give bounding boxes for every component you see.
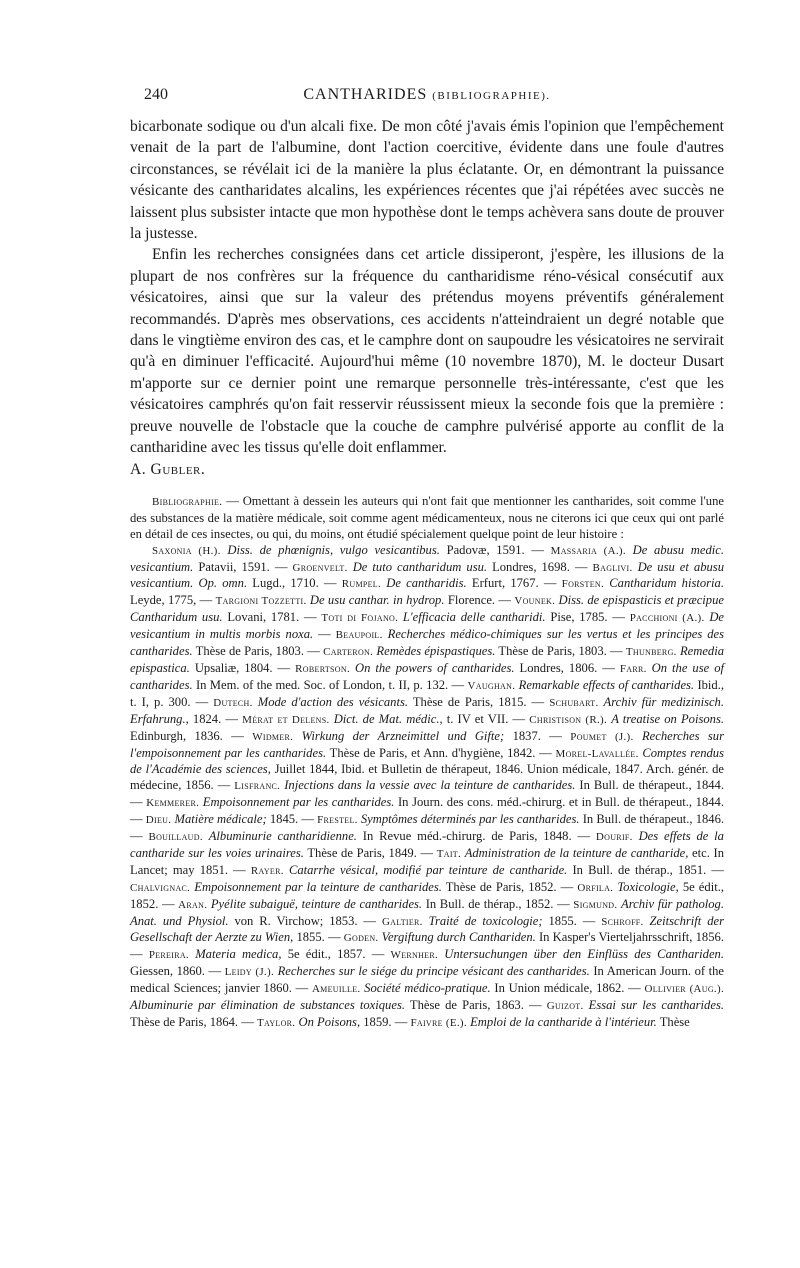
entry-details: — (313, 627, 336, 642)
entry-author: Massaria (A.). (550, 544, 626, 557)
entry-details: Thèse de Paris, 1852. — (441, 879, 578, 894)
entry-author: Thunberg. (625, 646, 677, 659)
bibliography-entry (152, 543, 551, 557)
entry-author: Bouillaud. (148, 831, 203, 844)
entry-author: Targioni Tozzetti. (215, 595, 307, 608)
entry-details: Leyde, 1775, — (130, 593, 216, 608)
entry-details: Thèse de Paris, 1815. — (408, 694, 550, 709)
entry-title: L'efficacia delle cantharidi. (402, 610, 546, 625)
bibliography-entry (178, 897, 573, 911)
page-number: 240 (144, 86, 168, 103)
entry-author: Mérat et Delens. (242, 713, 330, 726)
author-signature (130, 459, 724, 480)
entry-author: Robertson. (295, 662, 350, 675)
bibliography-entry (342, 576, 562, 590)
entry-author: Frestel. (317, 814, 358, 827)
entry-author: Leidy (J.). (224, 966, 274, 979)
entry-author: Forsten. (561, 578, 605, 591)
entry-author: Guizot. (546, 1000, 584, 1013)
bibliography-entry (242, 712, 529, 726)
entry-details: In Mem. of the med. Soc. of London, t. II, p. 132. — (192, 677, 468, 692)
entry-title: De cantharidis. (386, 576, 467, 591)
bibliography-entry (321, 610, 629, 624)
entry-author: Beaupoil. (335, 629, 383, 642)
entry-details: Thèse de Paris, 1849. — (303, 845, 437, 860)
entry-author: Pereira. (148, 949, 189, 962)
entry-details: 1845. — (266, 812, 318, 827)
entry-details: Giessen, 1860. — (130, 964, 225, 979)
entry-author: Schroff. (601, 915, 644, 928)
bibliography-entry (312, 981, 645, 995)
entry-title: Toxicologie, (617, 879, 679, 894)
entry-details: Thèse de Paris, 1863. — (405, 998, 547, 1013)
entry-title: Archiv für medizinisch. Erfahrung., (130, 694, 725, 726)
entry-author: Taylor. (256, 1017, 296, 1029)
author-signature-text: A. Gubler. (130, 460, 206, 478)
entry-details: 1824. — (188, 711, 243, 726)
paragraph-1: bicarbonate sodique ou d'un alcali fixe. De mon côté j'avais émis l'opinion que l'empêchement venait de la part de l'albumine, dont l'action coercitive, évidente dans une foule d'autres circonstances, se révélait ici de la manière la plus éclatante. Or, en démontrant la puissance vésicante des cantharidates alcalins, les expériences récentes que j'ai répétées avec succès ne laissent plus subsister intacte que mon hypothèse dont le temps achèvera sans doute de prouver la justesse. (130, 118, 724, 243)
entry-title: De usu canthar. in hydrop. (309, 593, 445, 608)
entry-title: Des effets de la cantharide sur les voies urinaires. (130, 829, 724, 860)
entry-author: Vaughan. (467, 679, 516, 692)
entry-title: Recherches sur le siége du principe vésicant des cantharides. (277, 964, 590, 979)
entry-details: Juillet 1844, Ibid. et Bulletin de thérapeut, 1846. Union médicale, 1847. Arch. génér. de médecine, 1856. — (130, 762, 724, 793)
entry-details: 5e édit., 1857. — (281, 947, 391, 962)
entry-details: Florence. — (444, 593, 515, 608)
entry-title: De usu et abusu vesicantium. Op. omn. (130, 559, 724, 591)
entry-author: Pacchioni (A.). (629, 612, 705, 625)
entry-author: Kemmerer. (146, 797, 200, 810)
entry-details: Thèse (656, 1015, 690, 1029)
entry-details: Thèse de Paris, 1864. — (130, 1015, 257, 1029)
bibliography-entry (295, 661, 620, 675)
entry-title: Catarrhe vésical, modifié par teinture de cantharide. (288, 862, 568, 877)
entry-title: Untersuchungen über den Einflüss des Canthariden. (444, 947, 725, 962)
entry-title: Comptes rendus de l'Académie des sciences, (130, 745, 724, 777)
entry-author: Morel-Lavallée. (555, 747, 639, 760)
entry-details: 1855. — (542, 913, 602, 928)
bibliography-entry (382, 914, 601, 928)
entry-title: Empoisonnement par la teinture de cantharides. (194, 879, 442, 894)
entry-author: Ameuille. (311, 983, 361, 996)
bibliography-entry (148, 829, 595, 843)
entry-author: Toti di Fojano. (321, 612, 399, 625)
paragraph-2-text: Enfin les recherches consignées dans cet article dissiperont, j'espère, les illusions de la plupart de nos confrères sur la fréquence du cantharidisme réno-vésical consécutif aux vésicatoires, ainsi que sur la valeur des prétendus moyens préventifs généralement recommandés. D'après mes observations, ces accidents n'atteindraient un degré notable que dans le vingtième environ des cas, et le camphre dont on saupoudre les vésicatoires ne servirait qu'à en diminuer l'efficacité. Aujourd'hui même (10 novembre 1870), M. le docteur Dusart m'apporte sur ce dernier point une remarque personnelle très-intéressante, c'est que les vésicatoires camphrés qu'on fait resservir réussissent mieux la seconde fois que la première : preuve nouvelle de l'obstacle que la couche de camphre pulvérisé apporte au conflit de la cantharidine avec les tissus qu'elle doit enflammer. (130, 246, 724, 457)
entry-details: 1855. — (293, 930, 344, 945)
entry-details: Upsaliæ, 1804. — (189, 660, 296, 675)
entry-title: Administration de la teinture de cantharide, (464, 845, 689, 860)
entry-author: Widmer. (252, 730, 294, 743)
entry-details: Erfurt, 1767. — (466, 576, 562, 591)
entry-author: Chalvignac. (130, 881, 191, 894)
running-title-sub: (BIBLIOGRAPHIE). (432, 90, 551, 102)
entry-title: De tuto cantharidum usu. (352, 559, 488, 574)
entry-details: Londres, 1806. — (514, 660, 620, 675)
bibliography-intro: — Omettant à dessein les auteurs qui n'ont fait que mentionner les cantharides, soit comme l'une des substances de la matière médicale, soit comme agent médicamenteux, nous ne citerons ici que ceux qui ont parlé en détail de ces insectes, ou qui, du moins, ont étudié spécialement quelque point de leur histoire : (130, 493, 724, 541)
entry-title: Zeitschrift der Gesellschaft der Aerzte zu Wien, (130, 913, 724, 945)
entry-title: Remedia epispastica. (130, 644, 725, 675)
entry-title: Remarkable effects of cantharides. (518, 677, 695, 692)
running-title-main: CANTHARIDES (303, 86, 428, 103)
entry-details: In Journ. des cons. méd.-chirurg. et in Bull. de thérapeut., 1844. — (130, 795, 724, 827)
entry-title: Matière médicale; (174, 812, 267, 827)
bibliography-entry (292, 560, 592, 574)
bibliography-label: Bibliographie. (152, 495, 223, 508)
entry-author: Aran. (178, 898, 208, 911)
entry-author: Wernher. (390, 949, 439, 962)
entry-details: 1837. — (504, 728, 571, 743)
bibliography-entry (213, 695, 549, 709)
entry-details: In Bull. de thérapeut., 1844. — (130, 778, 725, 810)
entry-title: On the use of cantharides. (130, 660, 725, 692)
entry-author: Carteron. (323, 646, 374, 659)
entry-title: Symptômes déterminés par les cantharides. (360, 812, 580, 827)
entry-title: Mode d'action des vésicants. (257, 694, 409, 709)
entry-title: Albuminurie cantharidienne. (208, 829, 357, 844)
entry-title: Archiv für patholog. Anat. und Physiol. (130, 896, 724, 928)
bibliography-entry (323, 644, 626, 658)
bibliography-entry (216, 593, 515, 607)
bibliography-entry (257, 1015, 411, 1029)
entry-details: Lugd., 1710. — (247, 576, 342, 591)
entry-details: Lovani, 1781. — (222, 610, 322, 625)
entry-title: Injections dans la vessie avec la teinture de cantharides. (284, 778, 576, 793)
entry-title: Empoisonnement par les cantharides. (202, 795, 395, 810)
entry-details: Londres, 1698. — (487, 559, 593, 574)
bibliography-section (130, 494, 724, 1032)
bibliography-entry (130, 880, 577, 894)
entry-details: Padovæ, 1591. — (439, 542, 551, 557)
entry-author: Galtier. (381, 915, 423, 928)
entry-author: Dieu. (145, 814, 172, 827)
article-body (130, 116, 724, 480)
entry-title: On the powers of cantharides. (355, 660, 515, 675)
entry-author: Schubart. (549, 696, 599, 709)
bibliography-entry (410, 1015, 689, 1029)
entry-title: De abusu medic. vesicantium. (130, 542, 724, 574)
entry-title: Cantharidum historia. (609, 576, 725, 591)
entry-details: Edinburgh, 1836. — (130, 728, 253, 743)
entry-title: Diss. de phœnignis, vulgo vesicantibus. (227, 542, 440, 557)
entry-details: Thèse de Paris, et Ann. d'hygiène, 1842. — (326, 745, 556, 760)
entry-title: Materia medica, (195, 947, 282, 962)
entry-title: Essai sur les cantharides. (588, 998, 724, 1013)
entry-details: 1859. — (360, 1015, 411, 1029)
entry-details: In Revue méd.-chirurg. de Paris, 1848. — (356, 829, 596, 844)
entry-title: Pyélite subaiguë, teinture de cantharides. (210, 896, 423, 911)
entry-author: Orfila. (577, 881, 614, 894)
entry-author: Lisfranc. (234, 780, 281, 793)
entry-author: Ollivier (Aug.). (644, 983, 724, 996)
entry-title: Emploi de la cantharide à l'intérieur. (470, 1015, 657, 1029)
entry-author: Poumet (J.). (570, 730, 634, 743)
entry-details: t. IV et VII. — (442, 711, 530, 726)
entry-details: Ibid., t. I, p. 300. — (130, 677, 725, 709)
entry-author: Baglivi. (592, 561, 633, 574)
entry-details: Thèse de Paris, 1803. — (495, 644, 626, 659)
paragraph-2 (130, 244, 724, 458)
entry-title: A treatise on Poisons. (611, 711, 725, 726)
entry-title: De vesicantium in multis morbis noxa. (130, 610, 724, 642)
bibliography-entries (130, 543, 724, 1032)
entry-title: On Poisons, (298, 1015, 361, 1029)
entry-author: Dutech. (213, 696, 253, 709)
entry-author: Dourif. (595, 831, 633, 844)
entry-author: Farr. (619, 662, 647, 675)
bibliography-entry (149, 947, 391, 961)
entry-details: In Kasper's Vierteljahrsschrift, 1856. — (130, 930, 724, 962)
entry-author: Rumpel. (341, 578, 382, 591)
entry-title: Remèdes épispastiques. (376, 644, 496, 659)
entry-author: Saxonia (H.). (152, 544, 221, 557)
bibliography-entry (251, 863, 724, 877)
entry-details: In American Journ. of the medical Sciences; janvier 1860. — (130, 964, 725, 996)
entry-title: Wirkung der Arzneimittel und Gifte; (301, 728, 505, 743)
entry-title: Diss. de epispasticis et præcipue Cantharidum usu. (130, 593, 724, 625)
entry-title: Dict. de Mat. médic., (333, 711, 443, 726)
entry-author: Sigmund. (573, 898, 618, 911)
bibliography-entry (146, 812, 317, 826)
entry-details: In Bull. de thérap., 1852. — (422, 896, 574, 911)
bibliography-paragraph (130, 494, 724, 543)
running-title (130, 86, 724, 104)
entry-details: Thèse de Paris, 1803. — (192, 644, 324, 659)
document-page (130, 86, 724, 1032)
entry-author: Goden. (343, 932, 379, 945)
entry-details: Patavii, 1591. — (193, 559, 293, 574)
entry-title: Albuminurie par élimination de substances toxiques. (130, 998, 405, 1013)
entry-title: Recherches médico-chimiques sur les vertus et les principes des cantharides. (130, 627, 725, 659)
entry-details: In Union médicale, 1862. — (490, 981, 645, 996)
entry-title: Société médico-pratique. (364, 981, 491, 996)
entry-author: Christison (R.). (529, 713, 608, 726)
entry-details: In Bull. de thérap., 1851. — (567, 862, 724, 877)
entry-details: 5e édit., 1852. — (130, 879, 724, 911)
entry-title: Traité de toxicologie; (428, 913, 543, 928)
entry-author: Groenvelt. (292, 561, 348, 574)
entry-details: von R. Virchow; 1853. — (228, 913, 382, 928)
entry-author: Vounek. (514, 595, 556, 608)
entry-title: Vergiftung durch Canthariden. (381, 930, 536, 945)
running-head (130, 86, 724, 110)
entry-details: Pise, 1785. — (545, 610, 630, 625)
entry-details: In Bull. de thérapeut., 1846. — (130, 812, 725, 844)
entry-details: etc. In Lancet; may 1851. — (130, 845, 725, 877)
bibliography-entry (252, 729, 570, 743)
entry-author: Tait. (436, 847, 462, 860)
entry-title: Recherches sur l'empoisonnement par les cantharides. (130, 728, 725, 760)
entry-author: Faivre (E.). (410, 1017, 467, 1029)
entry-author: Rayer. (250, 864, 284, 877)
